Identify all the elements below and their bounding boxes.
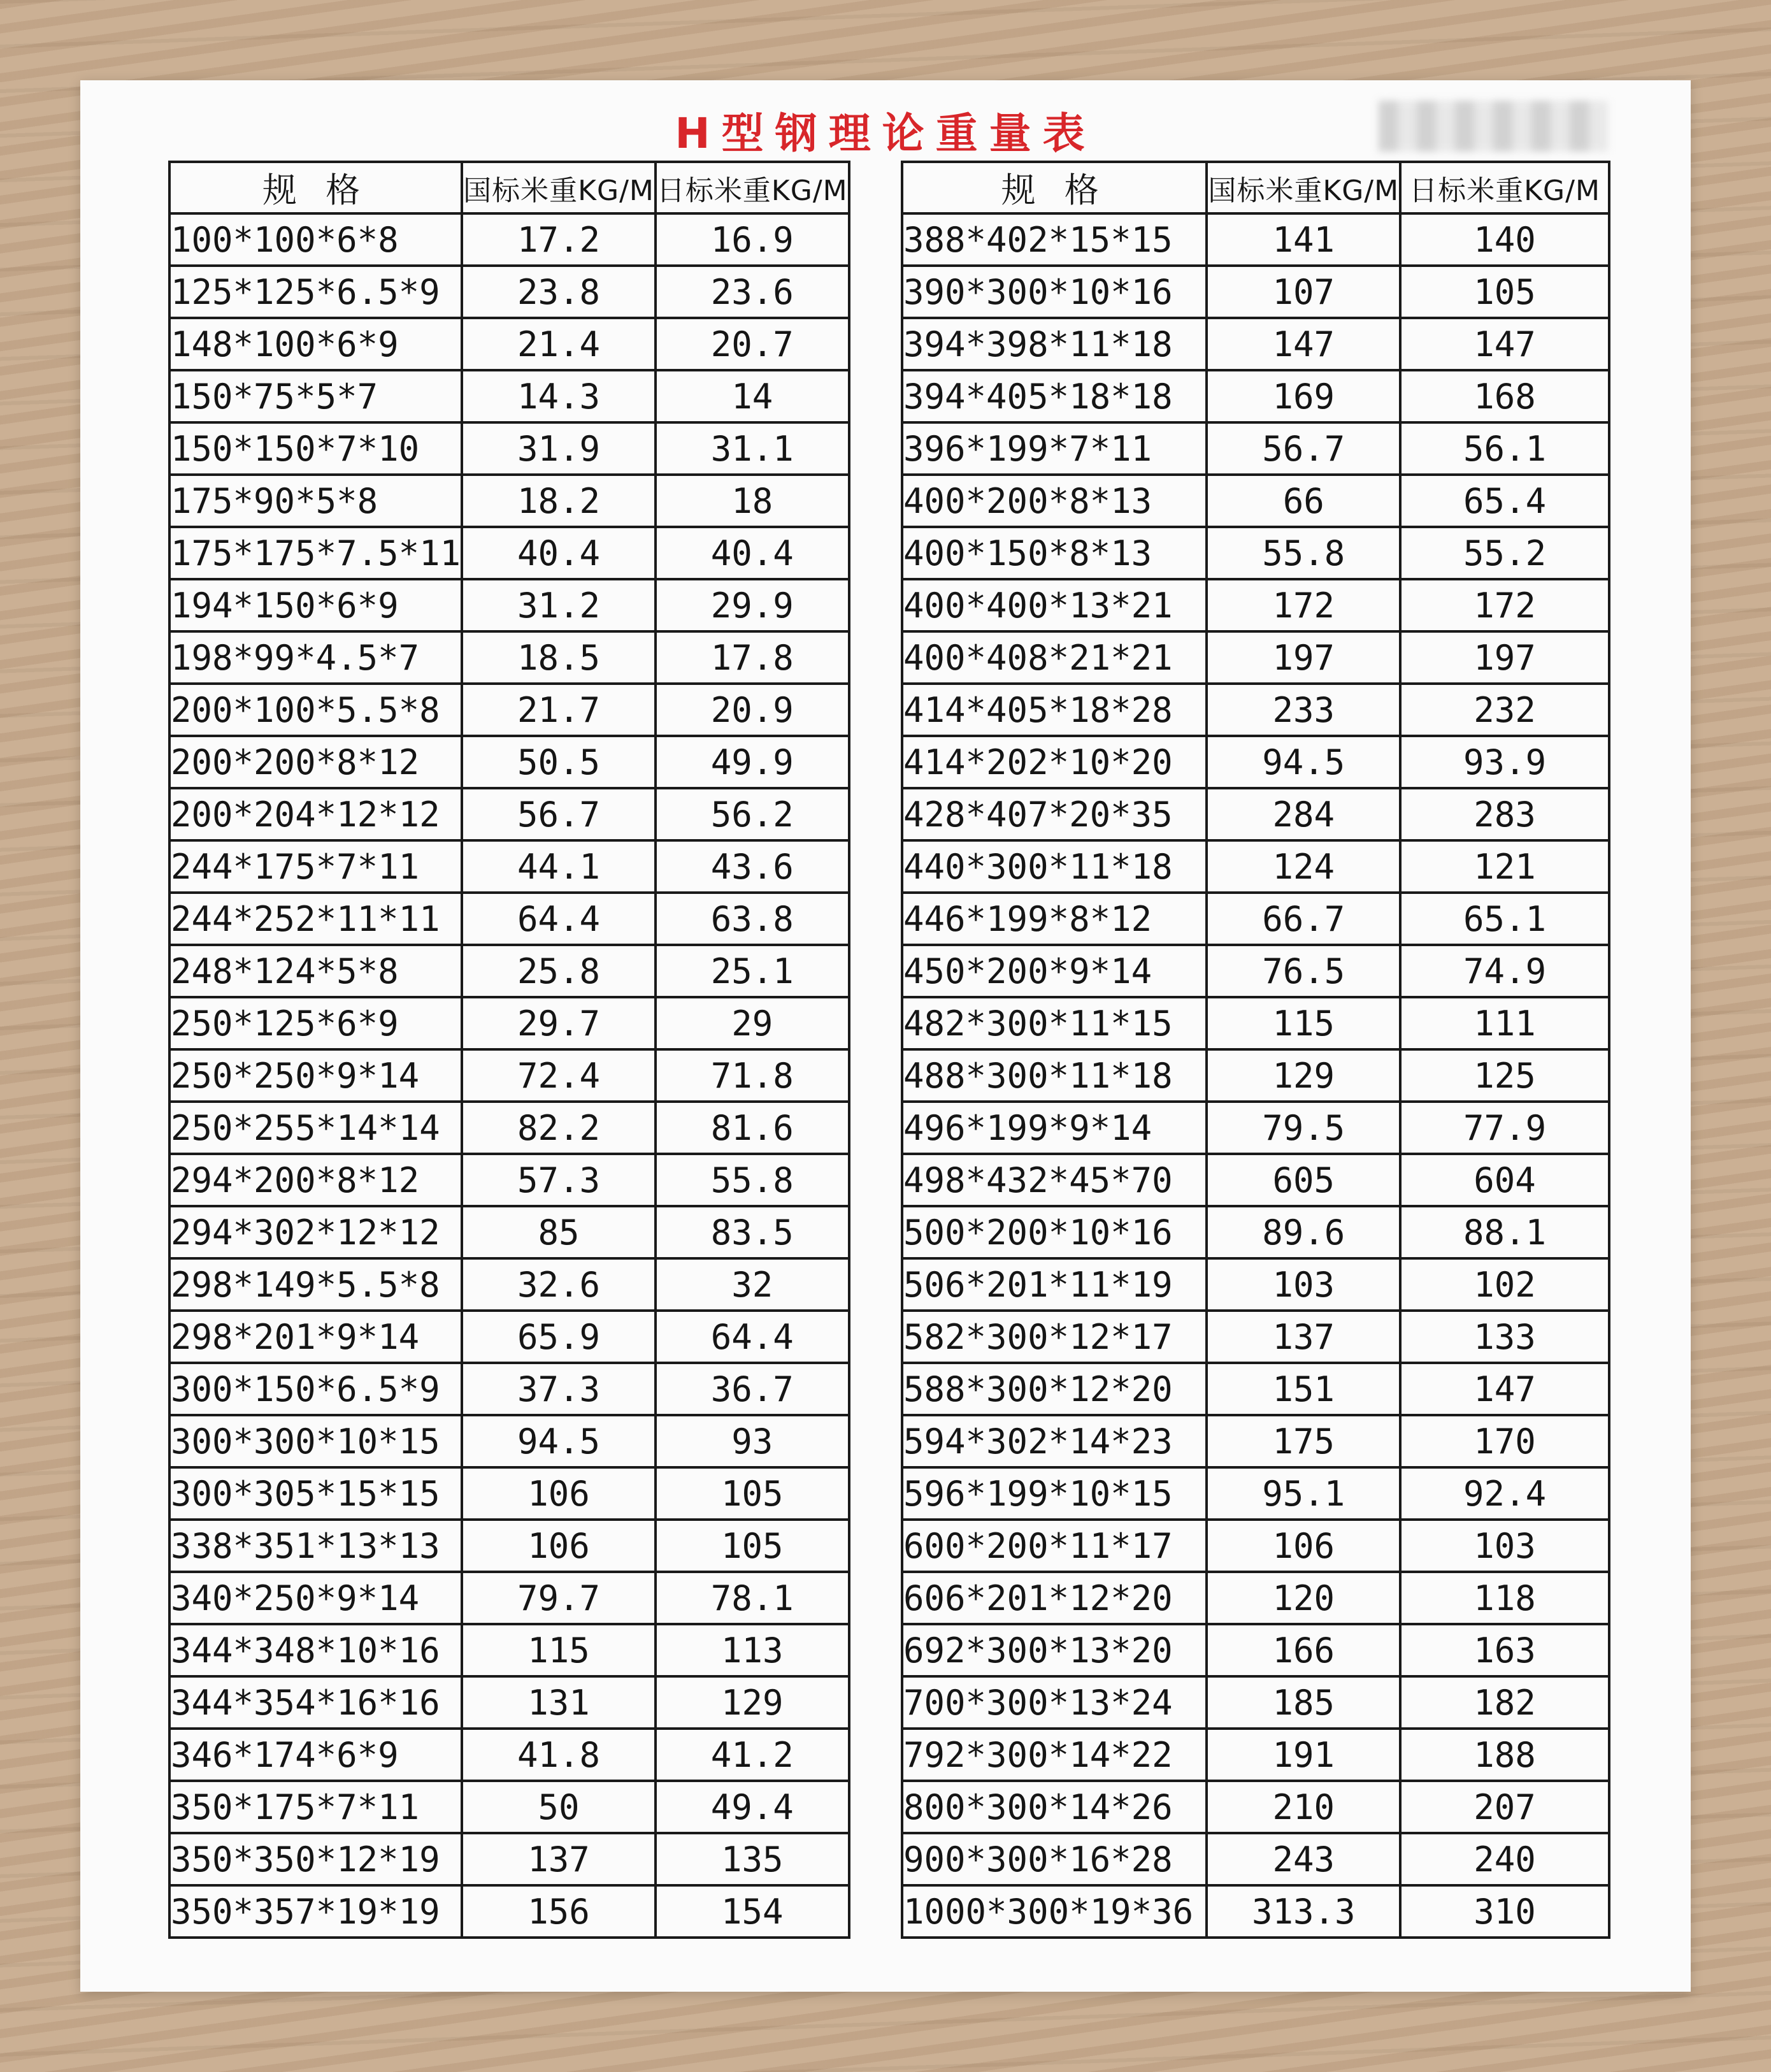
cell-spec: 700*300*13*24 — [902, 1676, 1207, 1729]
cell-gb-weight: 56.7 — [462, 788, 656, 840]
cell-gb-weight: 243 — [1207, 1833, 1400, 1885]
cell-jis-weight: 172 — [1400, 579, 1609, 631]
cell-spec: 175*175*7.5*11 — [169, 527, 462, 579]
cell-spec: 340*250*9*14 — [169, 1572, 462, 1624]
cell-jis-weight: 93.9 — [1400, 736, 1609, 788]
table-row — [169, 318, 849, 370]
cell-gb-weight: 21.7 — [462, 684, 656, 736]
cell-jis-weight: 118 — [1400, 1572, 1609, 1624]
cell-spec: 244*252*11*11 — [169, 893, 462, 945]
cell-spec: 400*400*13*21 — [902, 579, 1207, 631]
cell-jis-weight: 240 — [1400, 1833, 1609, 1885]
cell-jis-weight: 36.7 — [656, 1363, 849, 1415]
cell-jis-weight: 168 — [1400, 370, 1609, 422]
cell-jis-weight: 105 — [1400, 266, 1609, 318]
cell-spec: 390*300*10*16 — [902, 266, 1207, 318]
cell-jis-weight: 16.9 — [656, 213, 849, 266]
cell-spec: 250*125*6*9 — [169, 997, 462, 1049]
weight-table-right — [901, 161, 1610, 1939]
table-row — [169, 684, 849, 736]
cell-spec: 400*150*8*13 — [902, 527, 1207, 579]
paper-sheet — [80, 80, 1691, 1992]
cell-gb-weight: 120 — [1207, 1572, 1400, 1624]
cell-gb-weight: 76.5 — [1207, 945, 1400, 997]
cell-jis-weight: 133 — [1400, 1311, 1609, 1363]
cell-gb-weight: 131 — [462, 1676, 656, 1729]
cell-gb-weight: 29.7 — [462, 997, 656, 1049]
table-row — [169, 1049, 849, 1102]
cell-spec: 298*149*5.5*8 — [169, 1258, 462, 1311]
table-row — [902, 997, 1609, 1049]
cell-jis-weight: 55.8 — [656, 1154, 849, 1206]
cell-gb-weight: 175 — [1207, 1415, 1400, 1467]
cell-spec: 250*250*9*14 — [169, 1049, 462, 1102]
cell-gb-weight: 151 — [1207, 1363, 1400, 1415]
cell-spec: 338*351*13*13 — [169, 1520, 462, 1572]
table-row — [169, 788, 849, 840]
cell-spec: 428*407*20*35 — [902, 788, 1207, 840]
cell-jis-weight: 18 — [656, 475, 849, 527]
cell-gb-weight: 55.8 — [1207, 527, 1400, 579]
cell-spec: 294*302*12*12 — [169, 1206, 462, 1258]
table-header-row — [902, 162, 1609, 213]
cell-spec: 394*405*18*18 — [902, 370, 1207, 422]
cell-gb-weight: 107 — [1207, 266, 1400, 318]
cell-jis-weight: 81.6 — [656, 1102, 849, 1154]
table-row — [169, 1885, 849, 1938]
cell-gb-weight: 65.9 — [462, 1311, 656, 1363]
cell-gb-weight: 41.8 — [462, 1729, 656, 1781]
cell-jis-weight: 147 — [1400, 318, 1609, 370]
cell-gb-weight: 172 — [1207, 579, 1400, 631]
cell-spec: 300*305*15*15 — [169, 1467, 462, 1520]
table-row — [169, 1311, 849, 1363]
table-row — [902, 1572, 1609, 1624]
cell-spec: 588*300*12*20 — [902, 1363, 1207, 1415]
cell-jis-weight: 65.4 — [1400, 475, 1609, 527]
cell-spec: 900*300*16*28 — [902, 1833, 1207, 1885]
table-row — [169, 1624, 849, 1676]
cell-jis-weight: 111 — [1400, 997, 1609, 1049]
header-spec: 规 格 — [902, 162, 1207, 213]
cell-gb-weight: 233 — [1207, 684, 1400, 736]
cell-gb-weight: 137 — [462, 1833, 656, 1885]
cell-spec: 500*200*10*16 — [902, 1206, 1207, 1258]
cell-gb-weight: 72.4 — [462, 1049, 656, 1102]
cell-spec: 125*125*6.5*9 — [169, 266, 462, 318]
cell-gb-weight: 32.6 — [462, 1258, 656, 1311]
cell-gb-weight: 79.7 — [462, 1572, 656, 1624]
table-row — [169, 1363, 849, 1415]
cell-spec: 594*302*14*23 — [902, 1415, 1207, 1467]
table-row — [902, 266, 1609, 318]
cell-jis-weight: 40.4 — [656, 527, 849, 579]
cell-gb-weight: 79.5 — [1207, 1102, 1400, 1154]
table-row — [902, 945, 1609, 997]
cell-gb-weight: 25.8 — [462, 945, 656, 997]
cell-spec: 692*300*13*20 — [902, 1624, 1207, 1676]
table-row — [902, 475, 1609, 527]
table-row — [902, 370, 1609, 422]
table-row — [902, 1781, 1609, 1833]
cell-jis-weight: 147 — [1400, 1363, 1609, 1415]
cell-spec: 148*100*6*9 — [169, 318, 462, 370]
cell-jis-weight: 102 — [1400, 1258, 1609, 1311]
cell-spec: 450*200*9*14 — [902, 945, 1207, 997]
table-row — [902, 1885, 1609, 1938]
table-row — [169, 266, 849, 318]
cell-gb-weight: 94.5 — [1207, 736, 1400, 788]
cell-spec: 596*199*10*15 — [902, 1467, 1207, 1520]
table-row — [169, 422, 849, 475]
header-gb-weight: 国标米重KG/M — [462, 162, 656, 213]
cell-jis-weight: 77.9 — [1400, 1102, 1609, 1154]
cell-jis-weight: 29.9 — [656, 579, 849, 631]
cell-jis-weight: 63.8 — [656, 893, 849, 945]
table-row — [169, 1154, 849, 1206]
table-row — [169, 475, 849, 527]
table-row — [169, 213, 849, 266]
cell-gb-weight: 44.1 — [462, 840, 656, 893]
cell-spec: 1000*300*19*36 — [902, 1885, 1207, 1938]
table-row — [169, 893, 849, 945]
cell-spec: 582*300*12*17 — [902, 1311, 1207, 1363]
cell-gb-weight: 50.5 — [462, 736, 656, 788]
cell-jis-weight: 43.6 — [656, 840, 849, 893]
cell-spec: 600*200*11*17 — [902, 1520, 1207, 1572]
cell-jis-weight: 64.4 — [656, 1311, 849, 1363]
table-row — [169, 579, 849, 631]
table-row — [902, 579, 1609, 631]
cell-jis-weight: 604 — [1400, 1154, 1609, 1206]
cell-spec: 250*255*14*14 — [169, 1102, 462, 1154]
cell-spec: 388*402*15*15 — [902, 213, 1207, 266]
table-row — [902, 893, 1609, 945]
cell-gb-weight: 64.4 — [462, 893, 656, 945]
cell-jis-weight: 154 — [656, 1885, 849, 1938]
header-jis-weight: 日标米重KG/M — [656, 162, 849, 213]
table-row — [169, 1415, 849, 1467]
table-row — [902, 1467, 1609, 1520]
cell-spec: 244*175*7*11 — [169, 840, 462, 893]
table-row — [902, 840, 1609, 893]
cell-spec: 175*90*5*8 — [169, 475, 462, 527]
table-row — [902, 213, 1609, 266]
cell-jis-weight: 182 — [1400, 1676, 1609, 1729]
table-row — [169, 1102, 849, 1154]
table-row — [902, 1833, 1609, 1885]
table-row — [169, 1781, 849, 1833]
table-row — [902, 422, 1609, 475]
table-row — [902, 1520, 1609, 1572]
cell-jis-weight: 32 — [656, 1258, 849, 1311]
table-row — [902, 1049, 1609, 1102]
cell-spec: 496*199*9*14 — [902, 1102, 1207, 1154]
header-spec: 规 格 — [169, 162, 462, 213]
cell-gb-weight: 106 — [1207, 1520, 1400, 1572]
cell-gb-weight: 23.8 — [462, 266, 656, 318]
cell-jis-weight: 92.4 — [1400, 1467, 1609, 1520]
cell-jis-weight: 23.6 — [656, 266, 849, 318]
table-row — [902, 1415, 1609, 1467]
cell-gb-weight: 313.3 — [1207, 1885, 1400, 1938]
header-gb-weight: 国标米重KG/M — [1207, 162, 1400, 213]
cell-spec: 298*201*9*14 — [169, 1311, 462, 1363]
cell-jis-weight: 78.1 — [656, 1572, 849, 1624]
cell-spec: 344*348*10*16 — [169, 1624, 462, 1676]
table-row — [169, 997, 849, 1049]
cell-jis-weight: 93 — [656, 1415, 849, 1467]
table-row — [902, 1154, 1609, 1206]
cell-jis-weight: 65.1 — [1400, 893, 1609, 945]
cell-gb-weight: 21.4 — [462, 318, 656, 370]
cell-spec: 248*124*5*8 — [169, 945, 462, 997]
table-row — [902, 788, 1609, 840]
cell-spec: 800*300*14*26 — [902, 1781, 1207, 1833]
cell-jis-weight: 83.5 — [656, 1206, 849, 1258]
cell-spec: 200*200*8*12 — [169, 736, 462, 788]
page-title: H型钢理论重量表 — [675, 109, 1096, 158]
cell-gb-weight: 37.3 — [462, 1363, 656, 1415]
cell-jis-weight: 71.8 — [656, 1049, 849, 1102]
cell-gb-weight: 156 — [462, 1885, 656, 1938]
cell-jis-weight: 20.9 — [656, 684, 849, 736]
cell-jis-weight: 232 — [1400, 684, 1609, 736]
cell-spec: 506*201*11*19 — [902, 1258, 1207, 1311]
cell-gb-weight: 18.2 — [462, 475, 656, 527]
cell-spec: 394*398*11*18 — [902, 318, 1207, 370]
cell-gb-weight: 40.4 — [462, 527, 656, 579]
cell-jis-weight: 103 — [1400, 1520, 1609, 1572]
cell-jis-weight: 41.2 — [656, 1729, 849, 1781]
cell-jis-weight: 207 — [1400, 1781, 1609, 1833]
cell-gb-weight: 191 — [1207, 1729, 1400, 1781]
cell-gb-weight: 50 — [462, 1781, 656, 1833]
cell-gb-weight: 129 — [1207, 1049, 1400, 1102]
cell-gb-weight: 17.2 — [462, 213, 656, 266]
cell-spec: 100*100*6*8 — [169, 213, 462, 266]
cell-gb-weight: 197 — [1207, 631, 1400, 684]
cell-jis-weight: 125 — [1400, 1049, 1609, 1102]
cell-jis-weight: 310 — [1400, 1885, 1609, 1938]
cell-spec: 194*150*6*9 — [169, 579, 462, 631]
cell-gb-weight: 66.7 — [1207, 893, 1400, 945]
table-body-right — [902, 213, 1609, 1938]
cell-gb-weight: 31.9 — [462, 422, 656, 475]
cell-gb-weight: 147 — [1207, 318, 1400, 370]
cell-jis-weight: 74.9 — [1400, 945, 1609, 997]
table-row — [169, 1467, 849, 1520]
table-row — [902, 1311, 1609, 1363]
cell-jis-weight: 56.2 — [656, 788, 849, 840]
table-row — [169, 527, 849, 579]
table-row — [169, 1520, 849, 1572]
cell-jis-weight: 55.2 — [1400, 527, 1609, 579]
cell-gb-weight: 185 — [1207, 1676, 1400, 1729]
table-row — [169, 1833, 849, 1885]
cell-spec: 606*201*12*20 — [902, 1572, 1207, 1624]
cell-jis-weight: 49.9 — [656, 736, 849, 788]
cell-jis-weight: 105 — [656, 1520, 849, 1572]
cell-jis-weight: 283 — [1400, 788, 1609, 840]
blurred-watermark — [1379, 101, 1608, 152]
cell-gb-weight: 95.1 — [1207, 1467, 1400, 1520]
cell-jis-weight: 56.1 — [1400, 422, 1609, 475]
cell-spec: 198*99*4.5*7 — [169, 631, 462, 684]
cell-spec: 792*300*14*22 — [902, 1729, 1207, 1781]
cell-jis-weight: 135 — [656, 1833, 849, 1885]
cell-gb-weight: 31.2 — [462, 579, 656, 631]
cell-jis-weight: 121 — [1400, 840, 1609, 893]
table-row — [169, 1572, 849, 1624]
table-row — [169, 840, 849, 893]
cell-gb-weight: 66 — [1207, 475, 1400, 527]
table-row — [902, 527, 1609, 579]
cell-spec: 350*175*7*11 — [169, 1781, 462, 1833]
cell-spec: 350*357*19*19 — [169, 1885, 462, 1938]
cell-spec: 294*200*8*12 — [169, 1154, 462, 1206]
cell-gb-weight: 18.5 — [462, 631, 656, 684]
cell-gb-weight: 103 — [1207, 1258, 1400, 1311]
table-header-row — [169, 162, 849, 213]
table-row — [902, 736, 1609, 788]
cell-jis-weight: 14 — [656, 370, 849, 422]
table-row — [902, 1258, 1609, 1311]
cell-spec: 300*150*6.5*9 — [169, 1363, 462, 1415]
cell-spec: 200*100*5.5*8 — [169, 684, 462, 736]
cell-spec: 488*300*11*18 — [902, 1049, 1207, 1102]
table-body-left — [169, 213, 849, 1938]
cell-jis-weight: 113 — [656, 1624, 849, 1676]
table-row — [902, 1676, 1609, 1729]
cell-jis-weight: 197 — [1400, 631, 1609, 684]
cell-spec: 150*75*5*7 — [169, 370, 462, 422]
table-row — [169, 945, 849, 997]
table-row — [169, 736, 849, 788]
cell-jis-weight: 20.7 — [656, 318, 849, 370]
cell-spec: 300*300*10*15 — [169, 1415, 462, 1467]
cell-spec: 498*432*45*70 — [902, 1154, 1207, 1206]
cell-gb-weight: 166 — [1207, 1624, 1400, 1676]
table-row — [902, 1363, 1609, 1415]
cell-gb-weight: 141 — [1207, 213, 1400, 266]
table-row — [169, 1729, 849, 1781]
cell-gb-weight: 115 — [1207, 997, 1400, 1049]
cell-gb-weight: 106 — [462, 1520, 656, 1572]
cell-spec: 344*354*16*16 — [169, 1676, 462, 1729]
cell-spec: 414*202*10*20 — [902, 736, 1207, 788]
cell-spec: 446*199*8*12 — [902, 893, 1207, 945]
table-row — [169, 370, 849, 422]
cell-gb-weight: 169 — [1207, 370, 1400, 422]
cell-spec: 396*199*7*11 — [902, 422, 1207, 475]
cell-spec: 350*350*12*19 — [169, 1833, 462, 1885]
cell-jis-weight: 88.1 — [1400, 1206, 1609, 1258]
table-row — [169, 1676, 849, 1729]
cell-gb-weight: 89.6 — [1207, 1206, 1400, 1258]
table-row — [902, 1206, 1609, 1258]
cell-gb-weight: 124 — [1207, 840, 1400, 893]
cell-spec: 150*150*7*10 — [169, 422, 462, 475]
cell-gb-weight: 14.3 — [462, 370, 656, 422]
table-row — [902, 1729, 1609, 1781]
cell-jis-weight: 188 — [1400, 1729, 1609, 1781]
cell-jis-weight: 17.8 — [656, 631, 849, 684]
weight-table-left — [168, 161, 850, 1939]
cell-gb-weight: 115 — [462, 1624, 656, 1676]
table-row — [902, 318, 1609, 370]
cell-jis-weight: 25.1 — [656, 945, 849, 997]
cell-jis-weight: 129 — [656, 1676, 849, 1729]
cell-jis-weight: 49.4 — [656, 1781, 849, 1833]
cell-gb-weight: 210 — [1207, 1781, 1400, 1833]
cell-gb-weight: 57.3 — [462, 1154, 656, 1206]
table-row — [902, 1624, 1609, 1676]
cell-spec: 414*405*18*28 — [902, 684, 1207, 736]
cell-spec: 482*300*11*15 — [902, 997, 1207, 1049]
cell-jis-weight: 170 — [1400, 1415, 1609, 1467]
cell-gb-weight: 284 — [1207, 788, 1400, 840]
header-jis-weight: 日标米重KG/M — [1400, 162, 1609, 213]
table-row — [169, 1206, 849, 1258]
cell-gb-weight: 82.2 — [462, 1102, 656, 1154]
cell-spec: 400*408*21*21 — [902, 631, 1207, 684]
cell-gb-weight: 94.5 — [462, 1415, 656, 1467]
cell-jis-weight: 163 — [1400, 1624, 1609, 1676]
cell-spec: 440*300*11*18 — [902, 840, 1207, 893]
cell-spec: 346*174*6*9 — [169, 1729, 462, 1781]
table-row — [902, 631, 1609, 684]
cell-gb-weight: 605 — [1207, 1154, 1400, 1206]
table-row — [169, 1258, 849, 1311]
table-row — [902, 1102, 1609, 1154]
cell-spec: 200*204*12*12 — [169, 788, 462, 840]
cell-gb-weight: 85 — [462, 1206, 656, 1258]
cell-gb-weight: 56.7 — [1207, 422, 1400, 475]
cell-jis-weight: 29 — [656, 997, 849, 1049]
cell-jis-weight: 31.1 — [656, 422, 849, 475]
cell-jis-weight: 140 — [1400, 213, 1609, 266]
cell-spec: 400*200*8*13 — [902, 475, 1207, 527]
cell-gb-weight: 106 — [462, 1467, 656, 1520]
table-row — [169, 631, 849, 684]
cell-gb-weight: 137 — [1207, 1311, 1400, 1363]
table-row — [902, 684, 1609, 736]
cell-jis-weight: 105 — [656, 1467, 849, 1520]
